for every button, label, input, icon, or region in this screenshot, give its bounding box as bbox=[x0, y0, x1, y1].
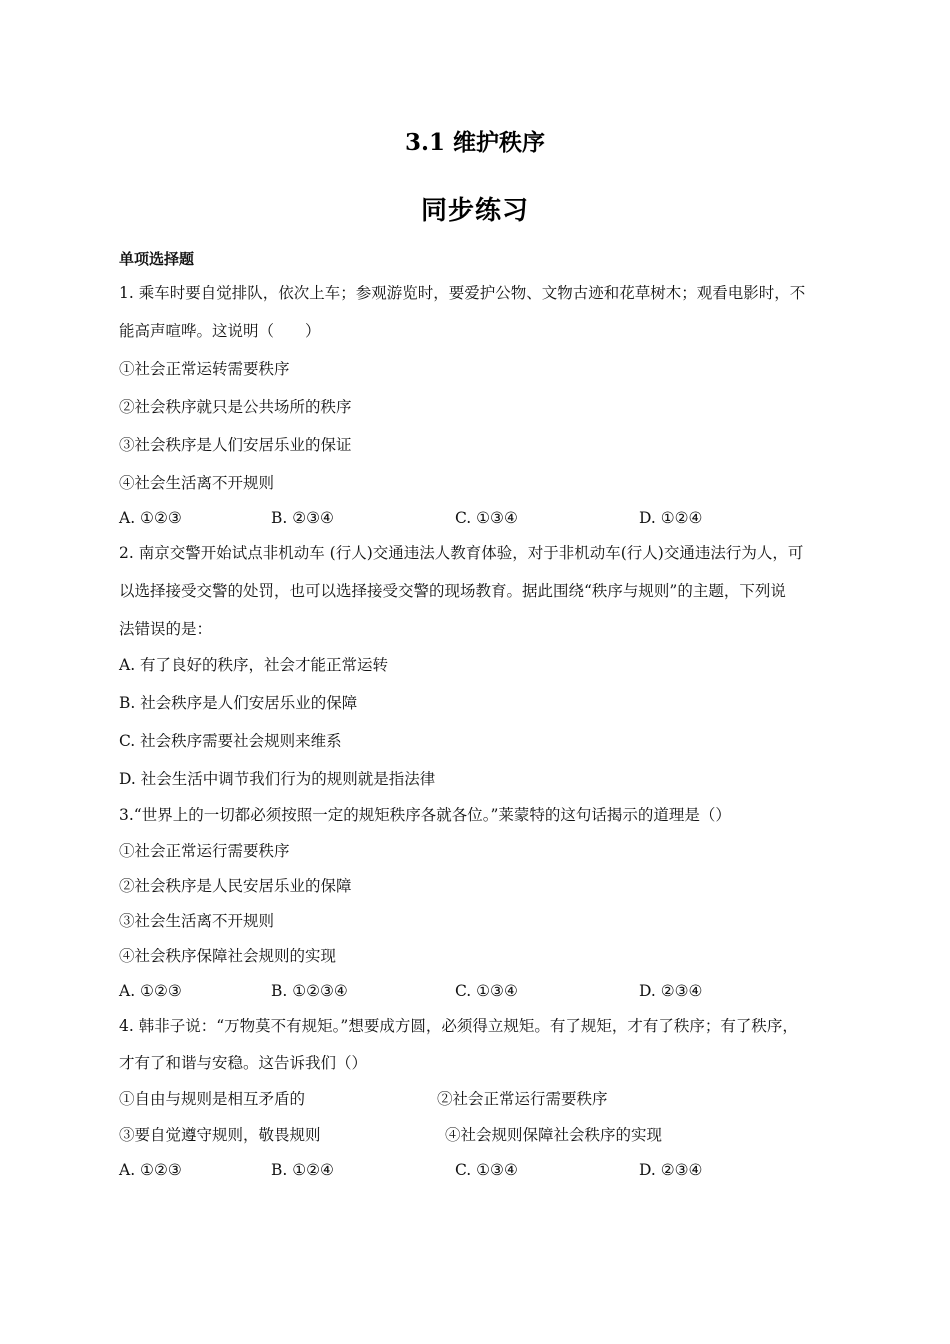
option-a: A. ①②③ bbox=[119, 1161, 182, 1179]
question-stem-line: 才有了和谐与安稳。这告诉我们（） bbox=[119, 1054, 368, 1072]
option-b: B. ②③④ bbox=[271, 509, 334, 527]
question-stem-line: 4. 韩非子说：“万物莫不有规矩。”想要成方圆，必须得立规矩。有了规矩，才有了秩序；有了秩序， bbox=[119, 1017, 798, 1035]
question-stem-line: 3.“世界上的一切都必须按照一定的规矩秩序各就各位。”莱蒙特的这句话揭示的道理是（） bbox=[119, 806, 731, 824]
question-stem-line: 能高声喧哗。这说明（ ） bbox=[119, 322, 321, 340]
statement-item: ③要自觉遵守规则，敬畏规则 bbox=[119, 1126, 321, 1144]
statement-item: ④社会生活离不开规则 bbox=[119, 474, 275, 492]
answer-options bbox=[0, 1159, 950, 1181]
statement-item: ①社会正常运行需要秩序 bbox=[119, 842, 290, 860]
statement-item: C. 社会秩序需要社会规则来维系 bbox=[119, 732, 342, 750]
option-d: D. ②③④ bbox=[639, 982, 703, 1000]
statement-item: ②社会秩序是人民安居乐业的保障 bbox=[119, 877, 352, 895]
statement-pair bbox=[0, 1124, 950, 1146]
answer-options bbox=[0, 507, 950, 529]
statement-item: ①自由与规则是相互矛盾的 bbox=[119, 1090, 306, 1108]
statement-item: ②社会秩序就只是公共场所的秩序 bbox=[119, 398, 352, 416]
statement-item: D. 社会生活中调节我们行为的规则就是指法律 bbox=[119, 770, 436, 788]
statement-item: ④社会秩序保障社会规则的实现 bbox=[119, 947, 337, 965]
statement-item: B. 社会秩序是人们安居乐业的保障 bbox=[119, 694, 358, 712]
question-stem-line: 以选择接受交警的处罚，也可以选择接受交警的现场教育。据此围绕“秩序与规则”的主题，下列说 bbox=[119, 582, 786, 600]
statement-item: A. 有了良好的秩序，社会才能正常运转 bbox=[119, 656, 389, 674]
statement-pair bbox=[0, 1088, 950, 1110]
option-a: A. ①②③ bbox=[119, 982, 182, 1000]
option-a: A. ①②③ bbox=[119, 509, 182, 527]
option-b: B. ①②③④ bbox=[271, 982, 348, 1000]
option-b: B. ①②④ bbox=[271, 1161, 334, 1179]
question-stem-line: 法错误的是： bbox=[119, 620, 213, 638]
question-stem-line: 2. 南京交警开始试点非机动车 (行人)交通违法人教育体验，对于非机动车(行人)交通违法行为人，可 bbox=[119, 544, 804, 562]
statement-item: ③社会生活离不开规则 bbox=[119, 912, 275, 930]
answer-options bbox=[0, 980, 950, 1002]
document-subtitle: 同步练习 bbox=[420, 196, 529, 226]
question-stem-line: 1. 乘车时要自觉排队，依次上车；参观游览时，要爱护公物、文物古迹和花草树木；观看电影时，不 bbox=[119, 284, 806, 302]
statement-item: ①社会正常运转需要秩序 bbox=[119, 360, 290, 378]
option-c: C. ①③④ bbox=[455, 1161, 518, 1179]
option-d: D. ①②④ bbox=[639, 509, 703, 527]
section-label: 单项选择题 bbox=[119, 250, 195, 268]
option-c: C. ①③④ bbox=[455, 509, 518, 527]
document-title: 3.1 维护秩序 bbox=[404, 129, 546, 156]
statement-item: ③社会秩序是人们安居乐业的保证 bbox=[119, 436, 352, 454]
option-c: C. ①③④ bbox=[455, 982, 518, 1000]
option-d: D. ②③④ bbox=[639, 1161, 703, 1179]
statement-item: ②社会正常运行需要秩序 bbox=[437, 1090, 608, 1108]
statement-item: ④社会规则保障社会秩序的实现 bbox=[445, 1126, 663, 1144]
